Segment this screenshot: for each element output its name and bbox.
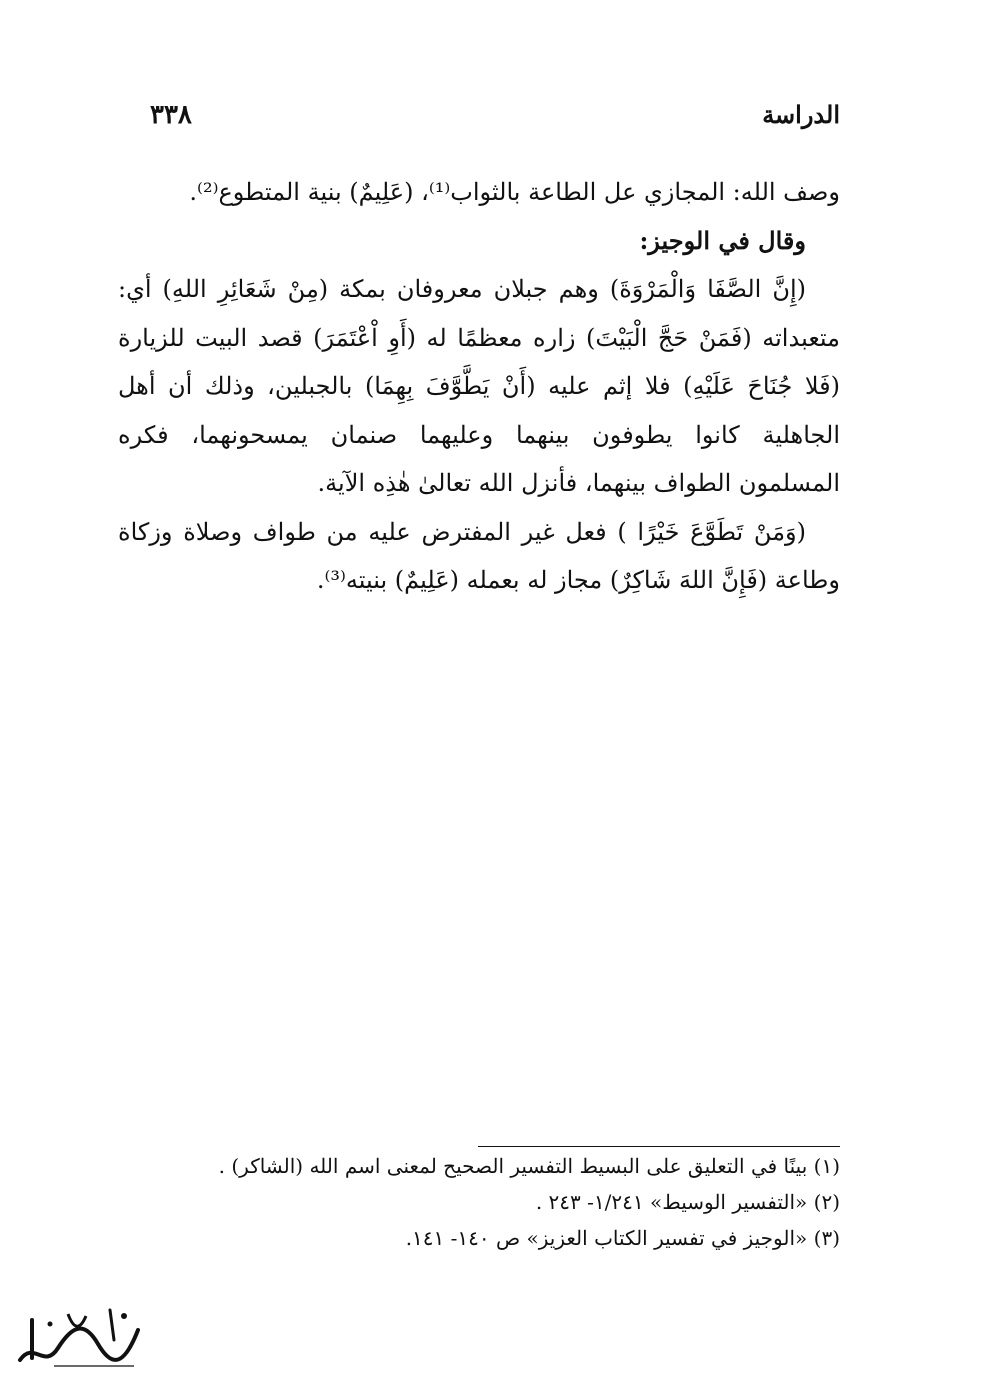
paragraph-2: (إِنَّ الصَّفَا وَالْمَرْوَةَ) وهم جبلان معروفان بمكة (مِنْ شَعَائِرِ اللهِ) أي: متعبداته (فَمَنْ حَجَّ الْبَيْتَ) زاره معظمًا له (أَوِ اْعْتَمَرَ) قصد البيت للزيارة (فَلا جُنَاحَ عَلَيْهِ) فلا إثم عليه (أَنْ يَطَّوَّفَ بِهِمَا) بالجبلين، وذلك أن أهل الجاهلية كانوا يطوفون بينهما وعليهما صنمان يمسحونهما، فكره المسلمون الطواف بينهما، فأنزل الله تعالىٰ هٰذِه الآية. — [118, 275, 840, 497]
running-title: الدراسة — [762, 100, 840, 129]
footnote-1: (١) بينًا في التعليق على البسيط التفسير الصحيح لمعنى اسم الله (الشاكر) . — [218, 1154, 840, 1178]
paragraph-3: (وَمَنْ تَطَوَّعَ خَيْرًا ) فعل غير المفترض عليه من طواف وصلاة وزكاة وطاعة (فَإِنَّ اللهَ شَاكِرٌ) مجاز له بعمله (عَلِيمٌ) بنيته⁽³⁾. — [118, 517, 840, 594]
footnote-3: (٣) «الوجيز في تفسير الكتاب العزيز» ص ١٤٠- ١٤١. — [405, 1226, 840, 1250]
footnotes — [150, 1148, 840, 1256]
main-text — [118, 168, 840, 605]
calligraphy-logo-icon — [14, 1300, 144, 1372]
section-heading: وقال في الوجيز: — [639, 225, 806, 255]
paragraph-1: وصف الله: المجازي عل الطاعة بالثواب⁽¹⁾، (عَلِيمٌ) بنية المتطوع⁽²⁾. — [189, 178, 840, 206]
page-number: ٣٣٨ — [150, 100, 192, 130]
page-header — [150, 100, 840, 140]
footnote-divider — [478, 1146, 840, 1147]
footnote-2: (٢) «التفسير الوسيط» ١/٢٤١- ٢٤٣ . — [535, 1190, 840, 1214]
